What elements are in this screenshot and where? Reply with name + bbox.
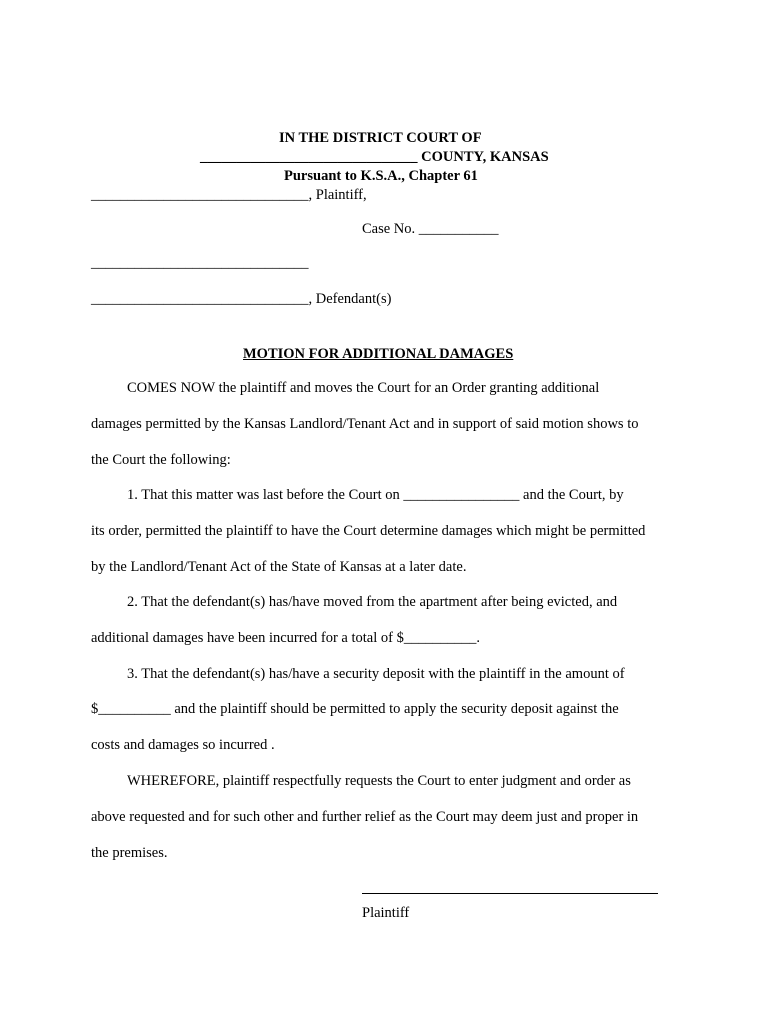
item2-line-2: additional damages have been incurred for a total of $__________. bbox=[91, 630, 480, 646]
defendant-caption-line: ______________________________, Defendant(s) bbox=[91, 291, 392, 307]
wherefore-line-1: WHEREFORE, plaintiff respectfully requests the Court to enter judgment and order as bbox=[127, 773, 631, 789]
item3-line-3: costs and damages so incurred . bbox=[91, 737, 275, 753]
intro-line-3: the Court the following: bbox=[91, 452, 231, 468]
court-heading: IN THE DISTRICT COURT OF bbox=[279, 130, 482, 146]
item1-line-2: its order, permitted the plaintiff to have the Court determine damages which might be permitted bbox=[91, 523, 646, 539]
statute-heading: Pursuant to K.S.A., Chapter 61 bbox=[284, 168, 478, 184]
wherefore-line-3: the premises. bbox=[91, 845, 168, 861]
wherefore-line-2: above requested and for such other and further relief as the Court may deem just and proper in bbox=[91, 809, 639, 825]
item1-line-1: 1. That this matter was last before the Court on ________________ and the Court, by bbox=[127, 487, 624, 503]
item1-line-3: by the Landlord/Tenant Act of the State of Kansas at a later date. bbox=[91, 559, 467, 575]
plaintiff-caption-line: ______________________________, Plaintiff, bbox=[91, 187, 367, 203]
intro-line-2: damages permitted by the Kansas Landlord/Tenant Act and in support of said motion shows to bbox=[91, 416, 639, 432]
caption-blank-line: ______________________________ bbox=[91, 255, 309, 271]
signature-label: Plaintiff bbox=[362, 905, 410, 921]
item3-line-1: 3. That the defendant(s) has/have a security deposit with the plaintiff in the amount of bbox=[127, 666, 625, 682]
motion-title: MOTION FOR ADDITIONAL DAMAGES bbox=[243, 346, 514, 362]
county-heading: ______________________________ COUNTY, KANSAS bbox=[200, 149, 549, 165]
case-number-line: Case No. ___________ bbox=[362, 221, 499, 237]
signature-line bbox=[362, 893, 658, 894]
item3-line-2: $__________ and the plaintiff should be permitted to apply the security deposit against the bbox=[91, 701, 619, 717]
item2-line-1: 2. That the defendant(s) has/have moved from the apartment after being evicted, and bbox=[127, 594, 618, 610]
intro-line-1: COMES NOW the plaintiff and moves the Court for an Order granting additional bbox=[127, 380, 600, 396]
